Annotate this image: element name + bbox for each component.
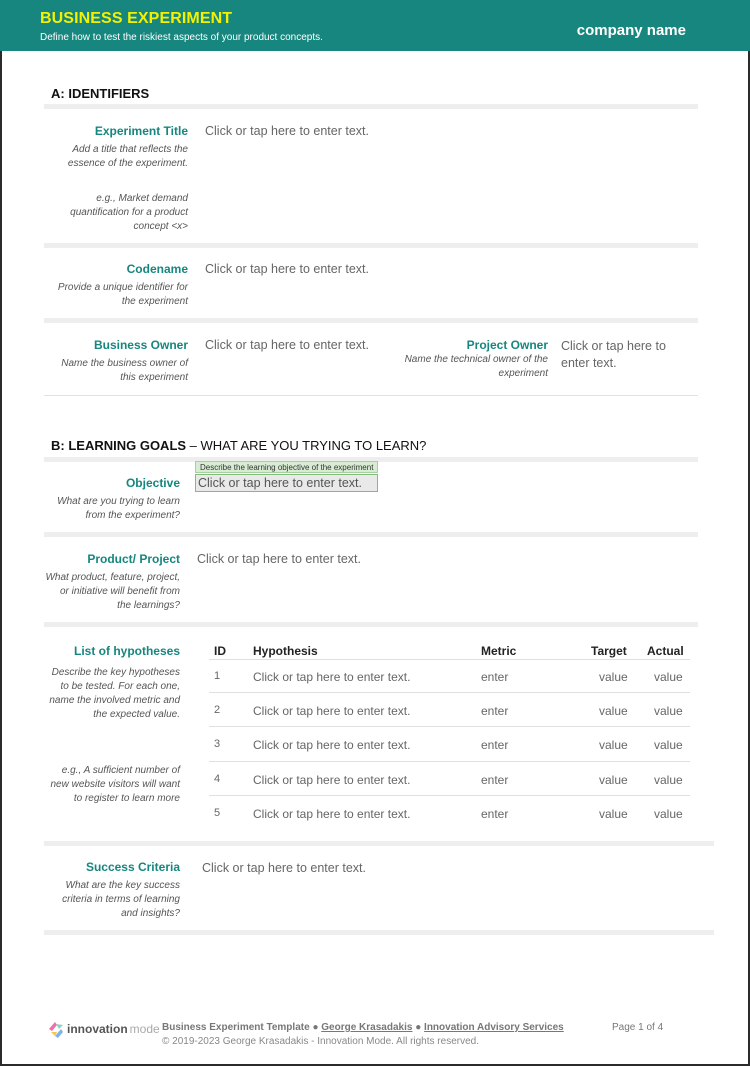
page-number: Page 1 of 4 bbox=[612, 1022, 664, 1033]
business-owner-label: Business Owner bbox=[93, 338, 188, 352]
objective-label: Objective bbox=[125, 476, 180, 490]
hypothesis-metric-field[interactable]: enter bbox=[481, 670, 509, 684]
product-project-label: Product/ Project bbox=[87, 552, 180, 566]
hypothesis-text-field[interactable]: Click or tap here to enter text. bbox=[253, 738, 411, 752]
project-owner-hint: Name the technical owner of the experiment bbox=[404, 354, 548, 379]
hypothesis-metric-field[interactable]: enter bbox=[481, 738, 509, 752]
divider bbox=[44, 243, 698, 248]
success-criteria-field[interactable]: Click or tap here to enter text. bbox=[202, 861, 366, 875]
hypothesis-metric-field[interactable]: enter bbox=[481, 773, 509, 787]
objective-field[interactable]: Click or tap here to enter text. bbox=[195, 474, 378, 492]
header-bar bbox=[0, 0, 750, 51]
success-criteria-label: Success Criteria bbox=[85, 860, 180, 874]
hypothesis-actual-field[interactable]: value bbox=[654, 704, 683, 718]
experiment-title-field[interactable]: Click or tap here to enter text. bbox=[205, 124, 369, 138]
experiment-title-example: e.g., Market demand quantification for a product concept <x> bbox=[70, 193, 188, 232]
hypothesis-id: 2 bbox=[214, 704, 221, 716]
hypothesis-actual-field[interactable]: value bbox=[654, 738, 683, 752]
divider bbox=[44, 622, 698, 627]
hypothesis-text-field[interactable]: Click or tap here to enter text. bbox=[253, 704, 411, 718]
footer-bullet: ● bbox=[312, 1022, 319, 1033]
footer-template-name: Business Experiment Template bbox=[162, 1022, 310, 1033]
section-a-divider bbox=[44, 104, 698, 109]
business-owner-hint: Name the business owner of this experiment bbox=[61, 358, 188, 383]
hypotheses-label: List of hypotheses bbox=[73, 644, 180, 658]
logo-word-mode: mode bbox=[129, 1022, 160, 1036]
table-row-line bbox=[209, 692, 690, 693]
objective-tooltip: Describe the learning objective of the experiment bbox=[195, 461, 378, 473]
project-owner-label: Project Owner bbox=[466, 338, 548, 352]
logo-word-innovation: innovation bbox=[67, 1022, 128, 1036]
divider bbox=[44, 532, 698, 537]
column-header-id: ID bbox=[214, 644, 226, 658]
footer-services-link[interactable]: Innovation Advisory Services bbox=[424, 1022, 564, 1033]
innovation-mode-logo bbox=[47, 1020, 160, 1038]
codename-hint: Provide a unique identifier for the experiment bbox=[57, 282, 188, 307]
divider bbox=[44, 841, 714, 846]
footer-author-link[interactable]: George Krasadakis bbox=[321, 1022, 413, 1033]
hypothesis-actual-field[interactable]: value bbox=[654, 773, 683, 787]
hypothesis-text-field[interactable]: Click or tap here to enter text. bbox=[253, 670, 411, 684]
hypothesis-id: 1 bbox=[214, 670, 221, 682]
product-project-field[interactable]: Click or tap here to enter text. bbox=[197, 552, 361, 566]
table-row-line bbox=[209, 795, 690, 796]
hypotheses-example: e.g., A sufficient number of new website visitors will want to register to learn more bbox=[50, 765, 180, 804]
section-a-title: A: IDENTIFIERS bbox=[51, 86, 150, 101]
section-b-title-bold: B: LEARNING GOALS bbox=[51, 438, 187, 453]
codename-field[interactable]: Click or tap here to enter text. bbox=[205, 262, 369, 276]
hypothesis-target-field[interactable]: value bbox=[599, 773, 628, 787]
business-owner-field[interactable]: Click or tap here to enter text. bbox=[205, 338, 369, 352]
hypothesis-target-field[interactable]: value bbox=[599, 670, 628, 684]
project-owner-field[interactable]: Click or tap here to enter text. bbox=[561, 339, 666, 370]
codename-label: Codename bbox=[126, 262, 188, 276]
divider bbox=[44, 395, 698, 396]
section-b-title-rest: – WHAT ARE YOU TRYING TO LEARN? bbox=[186, 438, 427, 453]
hypothesis-id: 4 bbox=[214, 773, 221, 785]
hypothesis-metric-field[interactable]: enter bbox=[481, 807, 509, 821]
hypothesis-id: 5 bbox=[214, 807, 221, 819]
company-name[interactable]: company name bbox=[576, 22, 686, 39]
hypothesis-target-field[interactable]: value bbox=[599, 738, 628, 752]
product-project-hint: What product, feature, project, or initiative will benefit from the learnings? bbox=[45, 572, 180, 611]
column-header-target: Target bbox=[591, 644, 627, 658]
divider bbox=[44, 318, 698, 323]
divider bbox=[44, 930, 714, 935]
hypotheses-hint: Describe the key hypotheses to be tested. For each one, name the involved metric and the expected value. bbox=[49, 667, 180, 720]
experiment-title-hint: Add a title that reflects the essence of the experiment. bbox=[67, 144, 188, 169]
hypothesis-metric-field[interactable]: enter bbox=[481, 704, 509, 718]
section-b-title bbox=[51, 438, 426, 453]
table-header-line bbox=[209, 659, 690, 660]
footer-bullet: ● bbox=[415, 1022, 422, 1033]
innovation-mode-logo-icon bbox=[47, 1020, 65, 1038]
footer-credits bbox=[162, 1022, 564, 1033]
document-subtitle: Define how to test the riskiest aspects of your product concepts. bbox=[40, 32, 323, 43]
document-title: BUSINESS EXPERIMENT bbox=[40, 10, 233, 27]
hypothesis-id: 3 bbox=[214, 738, 221, 750]
experiment-title-label: Experiment Title bbox=[94, 124, 188, 138]
hypothesis-actual-field[interactable]: value bbox=[654, 670, 683, 684]
table-row-line bbox=[209, 761, 690, 762]
hypothesis-text-field[interactable]: Click or tap here to enter text. bbox=[253, 773, 411, 787]
column-header-metric: Metric bbox=[481, 644, 517, 658]
table-row-line bbox=[209, 726, 690, 727]
hypothesis-target-field[interactable]: value bbox=[599, 807, 628, 821]
footer-copyright: © 2019-2023 George Krasadakis - Innovation Mode. All rights reserved. bbox=[162, 1036, 479, 1047]
hypothesis-actual-field[interactable]: value bbox=[654, 807, 683, 821]
hypothesis-text-field[interactable]: Click or tap here to enter text. bbox=[253, 807, 411, 821]
success-criteria-hint: What are the key success criteria in terms of learning and insights? bbox=[62, 880, 180, 919]
hypothesis-target-field[interactable]: value bbox=[599, 704, 628, 718]
objective-hint: What are you trying to learn from the experiment? bbox=[57, 496, 180, 521]
column-header-actual: Actual bbox=[647, 644, 684, 658]
column-header-hypothesis: Hypothesis bbox=[253, 644, 318, 658]
